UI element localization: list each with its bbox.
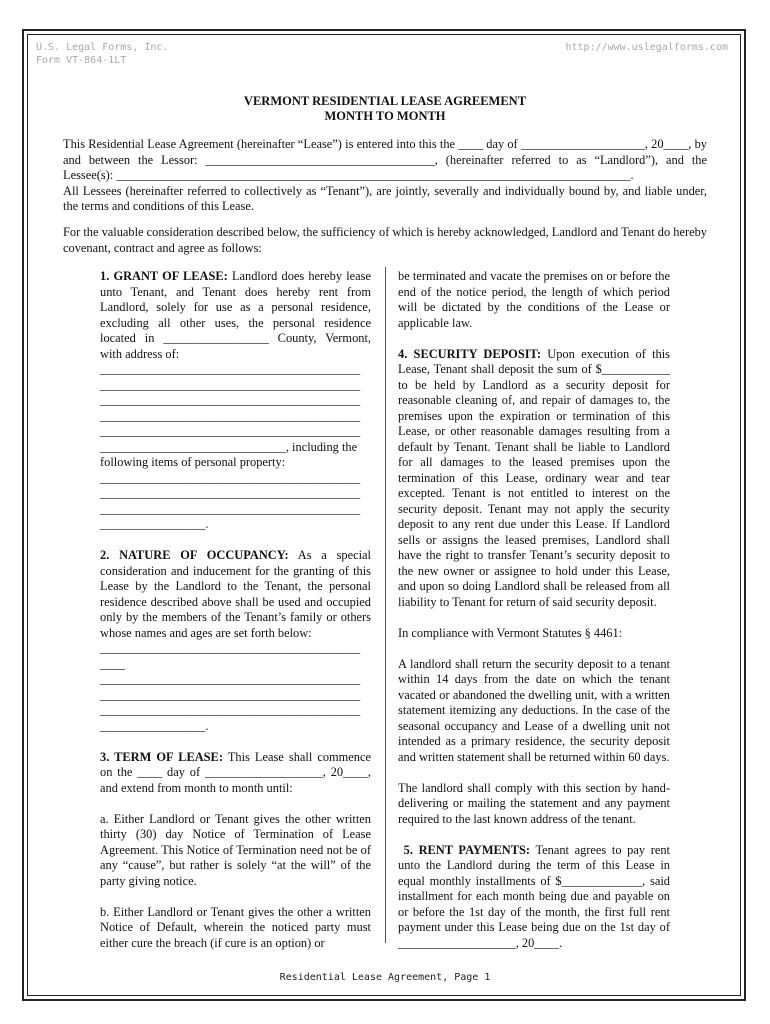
including-line: ______________________________, including the	[100, 439, 358, 454]
section-text: As a special consideration and inducement for the granting of this Lease by the Landlord to the Tenant, the personal residence described above shall be used and occupied only by the members of the Tenant’s family or others whose names and ages are set forth below:	[100, 548, 371, 640]
property-blank-line: __________________________________________	[100, 486, 361, 500]
section-heading: 4. SECURITY DEPOSIT:	[398, 346, 541, 361]
term-item-b-continued: be terminated and vacate the premises on or before the end of the notice period, the length of which period will be dictated by the conditions of the Lease or applicable law.	[398, 269, 670, 330]
personal-property-label: following items of personal property:	[100, 455, 286, 469]
right-column	[398, 269, 670, 951]
header-url[interactable]: http://www.uslegalforms.com	[565, 42, 728, 53]
intro-section	[63, 137, 707, 215]
section-heading: 3. TERM OF LEASE:	[100, 749, 223, 764]
section-nature-of-occupancy	[100, 548, 371, 641]
section-heading: 5. RENT PAYMENTS:	[403, 842, 531, 857]
section-heading: 1. GRANT OF LEASE:	[100, 269, 228, 283]
section-text: Tenant agrees to pay rent unto the Landlord during the term of this Lease in equal monthly installments of $_____________, said installment for each month being due and payable on or before the 1st day of the month, the first full rent payment under this Lease being due on the 1st day of ___________________, 20____.	[398, 842, 670, 950]
section-text: This Lease shall commence on the ____ day of ___________________, 20____, and extend from month to month until:	[100, 749, 372, 795]
term-item-b: b. Either Landlord or Tenant gives the other a written Notice of Default, wherein the noticed party must either cure the breach (if cure is an option) or	[100, 904, 371, 950]
occupant-blank-line: __________________________________________	[100, 687, 361, 702]
term-item-a: a. Either Landlord or Tenant gives the other written thirty (30) day Notice of Termination of Lease Agreement. This Notice of Termination need not be of any “cause”, but rather is solely “at the will” of the party giving notice.	[100, 811, 371, 888]
address-blank-line: __________________________________________	[100, 424, 361, 438]
occupant-blank-line: __________________________________________	[100, 641, 361, 655]
consideration-paragraph: For the valuable consideration described below, the sufficiency of which is hereby acknowledged, Landlord and Tenant do hereby covenant, contract and agree as follows:	[63, 225, 707, 255]
occupant-blank-end: _________________.	[100, 718, 209, 733]
statute-delivery-text: The landlord shall comply with this section by hand-delivering or mailing the statement and any payment required to the last known address of the tenant.	[398, 780, 670, 826]
section-security-deposit	[398, 347, 670, 611]
section-text: Landlord does hereby lease unto Tenant, and Tenant does hereby rent from Landlord, solely for use as a personal residence, excluding all other uses, the personal residence located in _________________ County, Vermont, with address of:	[100, 269, 371, 361]
section-text: Upon execution of this Lease, Tenant shall deposit the sum of $___________ to be held by Landlord as a security deposit for reasonable cleaning of, and repair of damages to, the premises upon the expiration or termination of this Lease, or other reasonable damages resulting from a default by Tenant. Tenant shall be liable to Landlord for all damages to the leased premises upon the termination of this Lease, ordinary wear and tear excepted. Tenant is not entitled to interest on the security deposit. Tenant may not apply the security deposit to any rent due under this Lease. If Landlord sells or assigns the leased premises, Landlord shall have the right to transfer Tenant’s security deposit to the new owner or assignee to hold under this Lease, and upon so doing Landlord shall be released from all liability to Tenant for return of said security deposit.	[398, 346, 670, 609]
address-blank-line: __________________________________________	[100, 377, 361, 392]
document-subtitle: MONTH TO MONTH	[324, 109, 446, 123]
address-blank-line: __________________________________________	[100, 362, 361, 376]
intro-paragraph-lessees: All Lessees (hereinafter referred to collectively as “Tenant”), are jointly, severally and individually bound by, and liable under, the terms and conditions of this Lease.	[63, 183, 707, 213]
left-column	[100, 269, 371, 951]
intro-paragraph-parties: This Residential Lease Agreement (hereinafter “Lease”) is entered into this the ____ day of ____________________, 20____, by and between the Lessor: _____________________________________, (hereinafter referred to as “Landlord”), and the Lessee(s): ___________________________________________________________________________________.	[63, 137, 707, 182]
occupant-blank-line: __________________________________________	[100, 672, 361, 686]
statute-compliance-line: In compliance with Vermont Statutes § 4461:	[398, 625, 623, 640]
property-blank-line: __________________________________________	[100, 501, 361, 516]
occupant-blank-line: __________________________________________	[100, 703, 361, 717]
occupant-blank-line: ____	[100, 656, 125, 671]
address-blank-line: __________________________________________	[100, 393, 361, 407]
column-divider	[385, 267, 386, 943]
property-blank-end: _________________.	[100, 517, 209, 531]
section-rent-payments	[398, 843, 670, 952]
statute-text: A landlord shall return the security deposit to a tenant within 14 days from the date on which the tenant vacated or abandoned the dwelling unit, with a written statement itemizing any deductions. In the case of the seasonal occupancy and Lease of a dwelling unit not intended as a primary residence, the security deposit and written statement shall be returned within 60 days.	[398, 656, 670, 764]
header-form-id: Form VT-864-1LT	[36, 55, 127, 66]
header-company: U.S. Legal Forms, Inc.	[36, 42, 169, 53]
section-heading: 2. NATURE OF OCCUPANCY:	[100, 548, 289, 562]
section-grant-of-lease	[100, 269, 371, 362]
address-blank-line: __________________________________________	[100, 408, 361, 423]
document-title: VERMONT RESIDENTIAL LEASE AGREEMENT	[243, 94, 527, 108]
header-left	[36, 41, 168, 67]
section-term-of-lease	[100, 750, 371, 797]
property-blank-line: __________________________________________	[100, 470, 361, 485]
page-footer: Residential Lease Agreement, Page 1	[279, 972, 491, 983]
